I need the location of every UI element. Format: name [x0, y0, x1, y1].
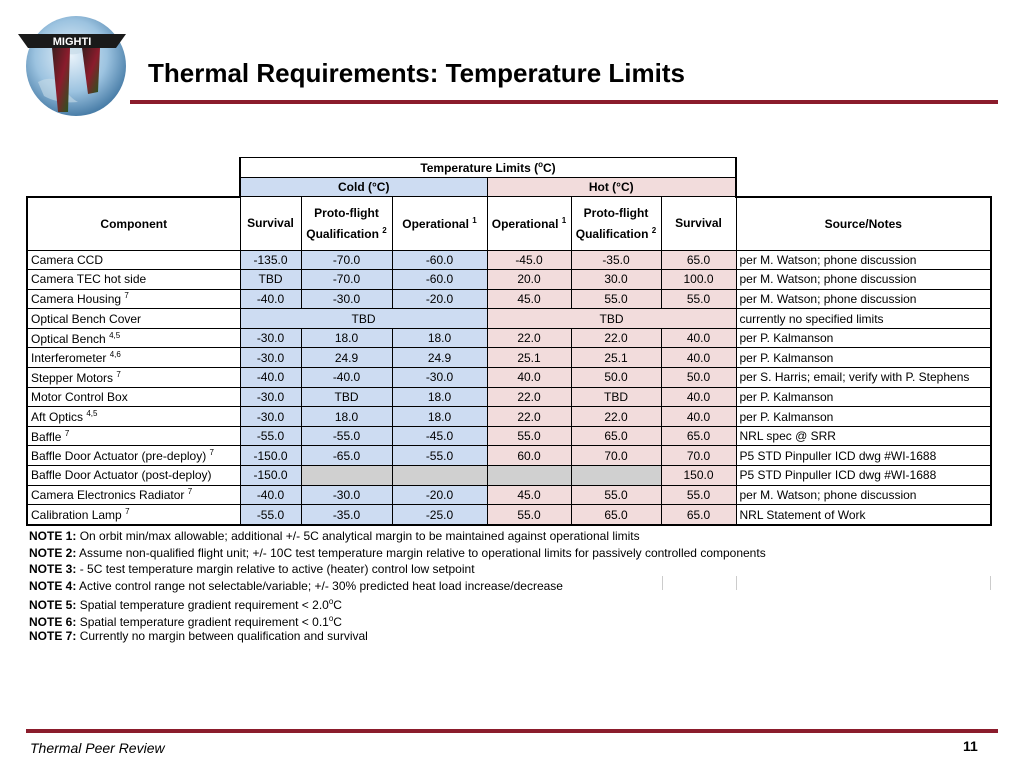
table-row [27, 466, 991, 486]
cold-operational-cell: -55.0 [392, 446, 487, 466]
note-item: NOTE 3: - 5C test temperature margin relative to active (heater) control low setpoint [29, 562, 475, 577]
table-row [27, 426, 991, 446]
cold-operational-cell: 18.0 [392, 387, 487, 407]
hot-operational-cell: 45.0 [487, 289, 571, 309]
hot-protoflight-cell: 30.0 [571, 270, 661, 290]
cold-operational-cell: -60.0 [392, 270, 487, 290]
hot-protoflight-cell: -35.0 [571, 250, 661, 270]
hot-survival-cell: 50.0 [661, 368, 736, 388]
source-notes-cell: per P. Kalmanson [736, 348, 991, 368]
note-item: NOTE 2: Assume non-qualified flight unit; +/- 10C test temperature margin relative to operational limits for passively controlled components [29, 545, 766, 560]
cold-protoflight-header: Proto-flight Qualification $^2$ [301, 197, 392, 251]
component-cell: Optical Bench $^{4,5}$ [27, 328, 240, 348]
source-notes-cell: P5 STD Pinpuller ICD dwg #WI-1688 [736, 466, 991, 486]
cold-survival-cell: -135.0 [240, 250, 301, 270]
cold-survival-cell: -40.0 [240, 289, 301, 309]
cold-operational-cell: -60.0 [392, 250, 487, 270]
hot-protoflight-cell: 22.0 [571, 328, 661, 348]
cold-survival-cell: -55.0 [240, 505, 301, 525]
component-cell: Interferometer $^{4,6}$ [27, 348, 240, 368]
cold-operational-cell: 18.0 [392, 407, 487, 427]
hot-operational-cell: 22.0 [487, 328, 571, 348]
hot-survival-cell: 65.0 [661, 426, 736, 446]
source-notes-cell: per M. Watson; phone discussion [736, 250, 991, 270]
cold-protoflight-cell: 18.0 [301, 328, 392, 348]
hot-survival-cell: 40.0 [661, 387, 736, 407]
slide-title: Thermal Requirements: Temperature Limits [148, 58, 685, 88]
cold-survival-cell: TBD [240, 270, 301, 290]
hot-protoflight-cell: 70.0 [571, 446, 661, 466]
title-divider [130, 100, 998, 104]
cold-survival-cell: -30.0 [240, 407, 301, 427]
hot-header: Hot (°C) [487, 178, 736, 197]
component-cell: Stepper Motors $^7$ [27, 368, 240, 388]
source-notes-cell: NRL Statement of Work [736, 505, 991, 525]
cold-survival-cell: -40.0 [240, 485, 301, 505]
component-header: Component [27, 197, 240, 251]
hot-operational-cell: 45.0 [487, 485, 571, 505]
source-notes-cell: per S. Harris; email; verify with P. Stephens [736, 368, 991, 388]
cold-operational-header: Operational $^1$ [392, 197, 487, 251]
table-body [27, 250, 991, 525]
source-notes-cell: NRL spec @ SRR [736, 426, 991, 446]
hot-protoflight-cell: 25.1 [571, 348, 661, 368]
component-cell: Optical Bench Cover [27, 309, 240, 329]
cold-protoflight-cell: -65.0 [301, 446, 392, 466]
cold-operational-cell [392, 466, 487, 486]
temperature-limits-table [26, 157, 992, 526]
component-cell: Camera TEC hot side [27, 270, 240, 290]
hot-protoflight-cell [571, 466, 661, 486]
cold-operational-cell: -45.0 [392, 426, 487, 446]
hot-protoflight-cell: 22.0 [571, 407, 661, 427]
hot-survival-cell: 65.0 [661, 250, 736, 270]
table-row [27, 387, 991, 407]
hot-survival-cell: 65.0 [661, 505, 736, 525]
hot-protoflight-cell: 65.0 [571, 426, 661, 446]
note-item: NOTE 1: On orbit min/max allowable; additional +/- 5C analytical margin to be maintained against operational limits [29, 529, 640, 543]
hot-protoflight-cell: 65.0 [571, 505, 661, 525]
hot-range-cell: TBD [487, 309, 736, 329]
cold-operational-cell: 24.9 [392, 348, 487, 368]
cold-operational-cell: 18.0 [392, 328, 487, 348]
table-row [27, 485, 991, 505]
cold-protoflight-cell: -70.0 [301, 250, 392, 270]
table-row [27, 368, 991, 388]
component-cell: Motor Control Box [27, 387, 240, 407]
hot-protoflight-header: Proto-flight Qualification $^2$ [571, 197, 661, 251]
table-row [27, 407, 991, 427]
cold-header: Cold (°C) [240, 178, 487, 197]
note-item: NOTE 4: Active control range not selectable/variable; +/- 30% predicted heat load increase/decrease [29, 578, 563, 593]
cold-survival-cell: -150.0 [240, 466, 301, 486]
hot-survival-cell: 40.0 [661, 328, 736, 348]
component-cell: Calibration Lamp $^7$ [27, 505, 240, 525]
table-row [27, 446, 991, 466]
note-item: NOTE 7: Currently no margin between qualification and survival [29, 628, 368, 643]
cold-survival-cell: -40.0 [240, 368, 301, 388]
component-cell: Baffle $^7$ [27, 426, 240, 446]
hot-survival-header: Survival [661, 197, 736, 251]
hot-protoflight-cell: 55.0 [571, 485, 661, 505]
cold-survival-cell: -30.0 [240, 348, 301, 368]
cold-operational-cell: -25.0 [392, 505, 487, 525]
hot-survival-cell: 40.0 [661, 407, 736, 427]
cold-survival-cell: -30.0 [240, 328, 301, 348]
hot-survival-cell: 55.0 [661, 289, 736, 309]
cold-survival-header: Survival [240, 197, 301, 251]
temperature-limits-header: Temperature Limits ($^o$C) [240, 158, 736, 178]
table-row [27, 270, 991, 290]
divider-mark [990, 576, 991, 590]
hot-operational-header: Operational $^1$ [487, 197, 571, 251]
cold-protoflight-cell: 18.0 [301, 407, 392, 427]
hot-survival-cell: 150.0 [661, 466, 736, 486]
hot-operational-cell: -45.0 [487, 250, 571, 270]
cold-survival-cell: -55.0 [240, 426, 301, 446]
cold-protoflight-cell [301, 466, 392, 486]
table-row [27, 328, 991, 348]
hot-operational-cell: 55.0 [487, 426, 571, 446]
divider-mark [736, 576, 737, 590]
hot-operational-cell: 55.0 [487, 505, 571, 525]
source-notes-cell: per P. Kalmanson [736, 328, 991, 348]
hot-operational-cell [487, 466, 571, 486]
divider-mark [662, 576, 663, 590]
page-number: 11 [963, 738, 978, 754]
component-cell: Camera Electronics Radiator $^7$ [27, 485, 240, 505]
source-notes-cell: per M. Watson; phone discussion [736, 270, 991, 290]
mighti-logo [18, 12, 130, 120]
cold-protoflight-cell: -30.0 [301, 485, 392, 505]
hot-operational-cell: 40.0 [487, 368, 571, 388]
component-cell: Camera CCD [27, 250, 240, 270]
cold-operational-cell: -30.0 [392, 368, 487, 388]
cold-protoflight-cell: -30.0 [301, 289, 392, 309]
cold-survival-cell: -150.0 [240, 446, 301, 466]
cold-operational-cell: -20.0 [392, 289, 487, 309]
source-notes-cell: per M. Watson; phone discussion [736, 485, 991, 505]
source-notes-cell: per P. Kalmanson [736, 407, 991, 427]
table-row [27, 289, 991, 309]
notes-list [29, 528, 766, 644]
table-row [27, 348, 991, 368]
hot-operational-cell: 20.0 [487, 270, 571, 290]
table-row [27, 309, 991, 329]
cold-operational-cell: -20.0 [392, 485, 487, 505]
source-notes-cell: P5 STD Pinpuller ICD dwg #WI-1688 [736, 446, 991, 466]
cold-protoflight-cell: -35.0 [301, 505, 392, 525]
hot-operational-cell: 60.0 [487, 446, 571, 466]
cold-protoflight-cell: -70.0 [301, 270, 392, 290]
table-row [27, 505, 991, 525]
note-item: NOTE 6: Spatial temperature gradient requirement < $0.1^oC$ [29, 613, 342, 629]
component-cell: Aft Optics $^{4,5}$ [27, 407, 240, 427]
hot-survival-cell: 100.0 [661, 270, 736, 290]
hot-survival-cell: 40.0 [661, 348, 736, 368]
cold-protoflight-cell: TBD [301, 387, 392, 407]
notes-header: Source/Notes [736, 197, 991, 251]
footer-title: Thermal Peer Review [30, 740, 165, 756]
hot-operational-cell: 25.1 [487, 348, 571, 368]
cold-survival-cell: -30.0 [240, 387, 301, 407]
cold-protoflight-cell: -55.0 [301, 426, 392, 446]
hot-operational-cell: 22.0 [487, 407, 571, 427]
note-item: NOTE 5: Spatial temperature gradient requirement < $2.0^oC$ [29, 597, 342, 613]
component-cell: Baffle Door Actuator (pre-deploy) $^7$ [27, 446, 240, 466]
hot-protoflight-cell: 55.0 [571, 289, 661, 309]
footer-divider [26, 729, 998, 733]
svg-text:MIGHTI: MIGHTI [52, 36, 92, 48]
source-notes-cell: per M. Watson; phone discussion [736, 289, 991, 309]
hot-operational-cell: 22.0 [487, 387, 571, 407]
source-notes-cell: currently no specified limits [736, 309, 991, 329]
source-notes-cell: per P. Kalmanson [736, 387, 991, 407]
cold-range-cell: TBD [240, 309, 487, 329]
table-row [27, 250, 991, 270]
cold-protoflight-cell: 24.9 [301, 348, 392, 368]
cold-protoflight-cell: -40.0 [301, 368, 392, 388]
hot-survival-cell: 55.0 [661, 485, 736, 505]
component-cell: Camera Housing $^7$ [27, 289, 240, 309]
hot-protoflight-cell: 50.0 [571, 368, 661, 388]
hot-survival-cell: 70.0 [661, 446, 736, 466]
component-cell: Baffle Door Actuator (post-deploy) [27, 466, 240, 486]
hot-protoflight-cell: TBD [571, 387, 661, 407]
